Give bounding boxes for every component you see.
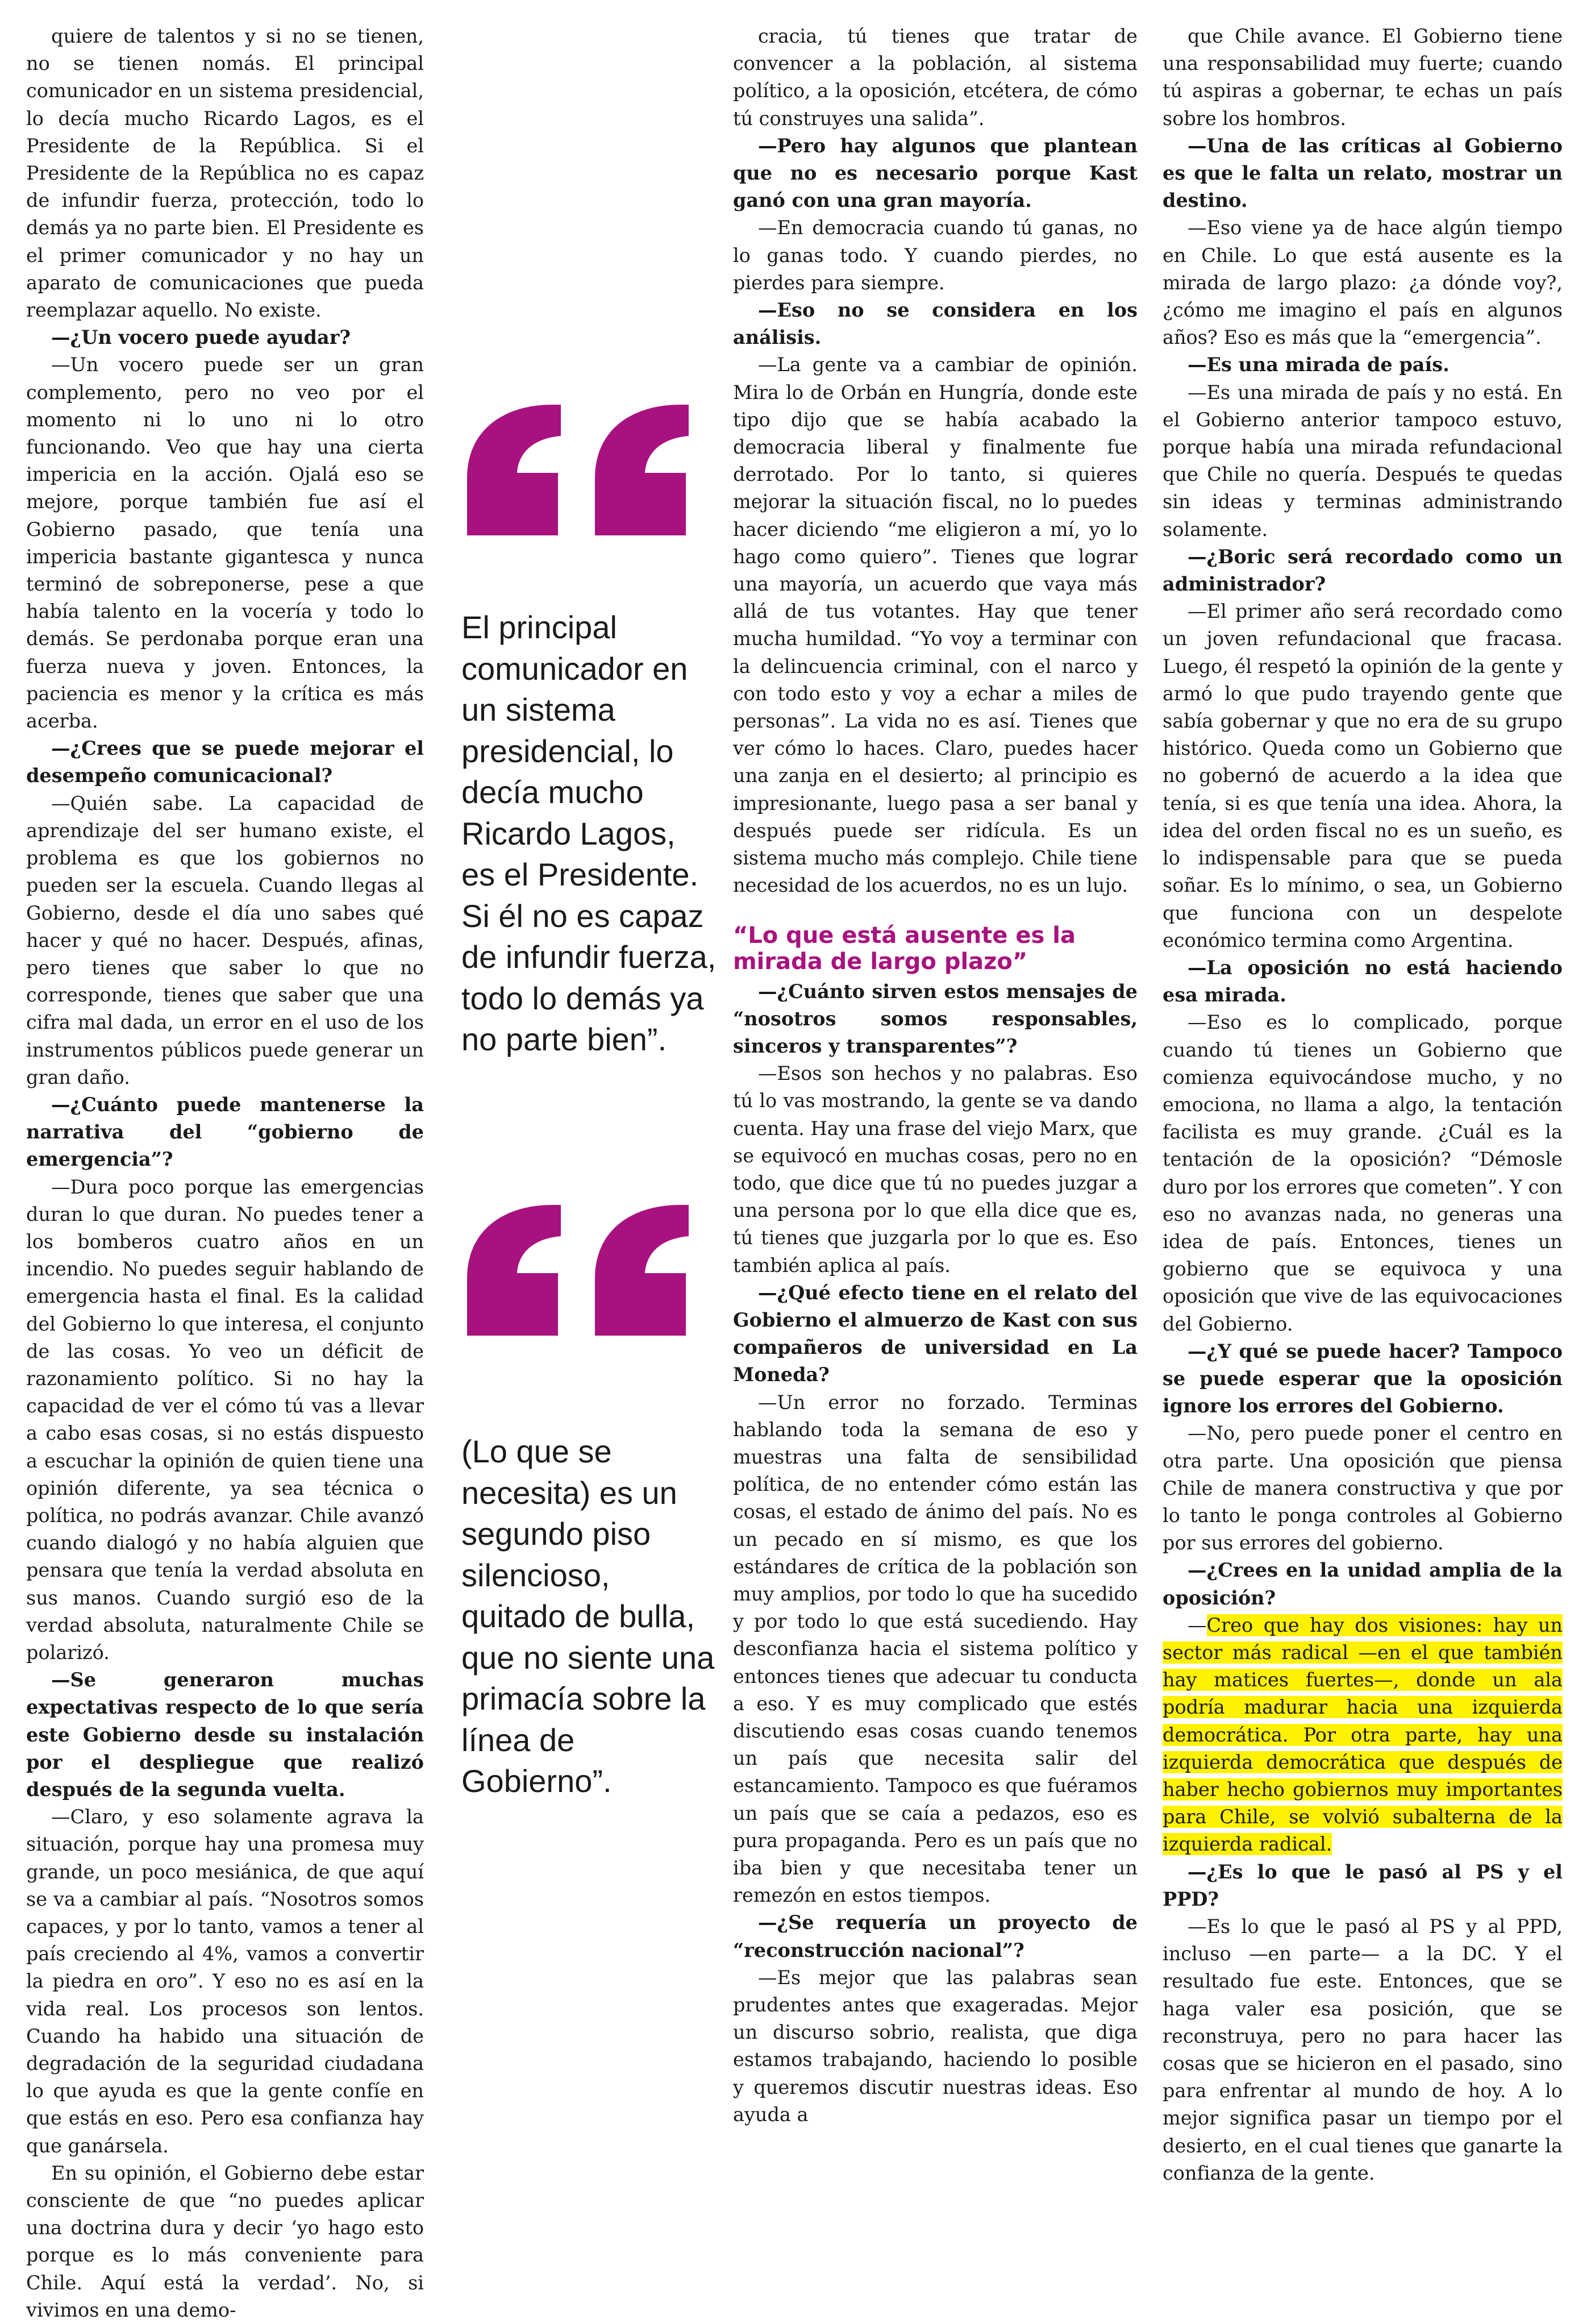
answer: — Esos son hechos y no palabras. Eso tú lo vas mostrando, la gente se va dando cuenta. Hay una frase del viejo Marx, que se equivocó en muchas cosas, pero no en todo, que dice que tú no puedes juzgar a una persona por lo que ella dice que es, tú tienes que juzgarla por lo que es. Eso también aplica al país. [733,1060,1138,1279]
question: — ¿Crees que se puede mejorar el desempeño comunicacional? [26,735,424,789]
answer: — Eso es lo complicado, porque cuando tú tienes un Gobierno que comienza equivocándose mucho, y no emociona, no llama a algo, la tentación facilista es muy grande. ¿Cuál es la tentación de la oposición? “Démosle duro por los errores que cometen”. Y con eso no avanzas nada, no generas una idea de país. Entonces, tienes un gobierno que se equivoca y una oposición que vive de las equivocaciones del Gobierno. [1163,1009,1563,1337]
answer-highlighted [1163,1612,1563,1859]
paragraph: En su opinión, el Gobierno debe estar consciente de que “no puedes aplicar una doctrina dura y decir ‘yo hago esto porque es lo más conveniente para Chile. Aquí está la verdad’. No, si vivimos en una demo- [26,2161,424,2321]
paragraph: quiere de talentos y si no se tienen, no se tienen nomás. El principal comunicador en un sistema presidencial, lo decía mucho Ricardo Lagos, es el Presidente de la República. Si el Presidente de la República no es capaz de infundir fuerza, protección, todo lo demás ya no parte bien. El Presidente es el primer comunicador y no hay un aparato de comunicaciones que pueda reemplazar aquello. No existe. [26,25,424,322]
question: — ¿Y qué se puede hacer? Tampoco se puede esperar que la oposición ignore los errores del Gobierno. [1163,1338,1563,1420]
question: — Una de las críticas al Gobierno es que le falta un relato, mostrar un destino. [1163,132,1563,215]
article-column-1 [26,23,424,2324]
article-column-4 [1163,23,1563,2187]
question: — Eso no se considera en los análisis. [733,297,1138,351]
answer: — Un error no forzado. Terminas hablando toda la semana de eso y muestras una falta de sensibilidad política, de no entender cómo están las cosas, el estado de ánimo del país. No es un pecado en sí mismo, es que los estándares de crítica de la población son muy amplios, por todo lo que ha sucedido y por todo lo que está sucediendo. Hay desconfianza hacia el sistema político y entonces tienes que adecuar tu conducta a eso. Y es muy complicado que estés discutiendo esas cosas cuando tenemos un país que necesita salir del estancamiento. Tampoco es que fuéramos un país que se caía a pedazos, eso es pura propaganda. Pero es un país que no iba bien y que necesitaba tener un remezón en estos tiempos. [733,1389,1138,1910]
highlighted-text: Creo que hay dos visiones: hay un sector más radical —en el que también hay matices fuertes—, donde un ala podría madurar hacia una izquierda democrática. Por otra parte, hay una izquierda democrática que después de haber hecho gobiernos muy importantes para Chile, se volvió subalterna de la izquierda radical. [1163,1614,1563,1856]
question: — ¿Crees en la unidad amplia de la oposición? [1163,1557,1563,1611]
question: — La oposición no está haciendo esa mirada. [1163,954,1563,1009]
answer: — La gente va a cambiar de opinión. Mira lo de Orbán en Hungría, donde este tipo dijo que se había acabado la democracia liberal y finalmente fue derrotado. Por lo tanto, si quieres mejorar la situación fiscal, no lo puedes hacer diciendo “me eligieron a mí, yo lo hago como quiero”. Tienes que lograr una mayoría, un acuerdo que vaya más allá de tus votantes. Hay que tener mucha humildad. “Yo voy a terminar con la delincuencia criminal, con el narco y con todo esto y voy a echar a miles de personas”. La vida no es así. Tienes que ver cómo lo haces. Claro, puedes hacer una zanja en el desierto; al principio es impresionante, luego pasa a ser banal y después puede ser ridícula. Es un sistema mucho más complejo. Chile tiene necesidad de los acuerdos, no es un lujo. [733,351,1138,899]
answer: — Claro, y eso solamente agrava la situación, porque hay una promesa muy grande, un poco mesiánica, de que aquí se va a cambiar al país. “Nosotros somos capaces, y por lo tanto, vamos a tener al país creciendo al 4%, vamos a convertir la piedra en oro”. Y eso no es así en la vida real. Los procesos son lentos. Cuando ha habido una situación de degradación de la seguridad ciudadana lo que ayuda es que la gente confíe en que estás en eso. Pero esa confianza hay que ganársela. [26,1803,424,2160]
quote-mark-icon [461,405,711,541]
answer: — Es una mirada de país y no está. En el Gobierno anterior tampoco estuvo, porque había una mirada refundacional que Chile no quería. Después te quedas sin ideas y terminas administrando solamente. [1163,379,1563,543]
answer: — Eso viene ya de hace algún tiempo en Chile. Lo que está ausente es la mirada de largo plazo: ¿a dónde voy?, ¿cómo me imagino el país en algunos años? Eso es más que la “emergencia”. [1163,214,1563,351]
question: — ¿Cuánto sirven estos mensajes de “nosotros somos responsables, sinceros y transparentes”? [733,978,1138,1061]
answer: — Es lo que le pasó al PS y al PPD, incluso —en parte— a la DC. Y el resultado fue este. Entonces, que se haga valer esa posición, que se reconstruya, pero no para hacer las cosas que se hicieron en el pasado, sino para enfrentar al mundo de hoy. A lo mejor significa pasar un tiempo por el desierto, en el cual tienes que ganarte la confianza de la gente. [1163,1913,1563,2187]
answer: — En democracia cuando tú ganas, no lo ganas todo. Y cuando pierdes, no pierdes para siempre. [733,214,1138,297]
answer: — El primer año será recordado como un joven refundacional que fracasa. Luego, él respetó la opinión de la gente y armó lo que pudo trayendo gente que sabía gobernar y que no era de su grupo histórico. Queda como un Gobierno que no gobernó de acuerdo a la idea que tenía, si es que tenía una idea. Ahora, la idea del orden fiscal no es un sueño, es lo indispensable para que se pueda soñar. Es lo mínimo, o sea, un Gobierno que funciona con un despelote económico termina como Argentina. [1163,598,1563,954]
answer: — Quién sabe. La capacidad de aprendizaje del ser humano existe, el problema es que los gobiernos no pueden ser la escuela. Cuando llegas al Gobierno, desde el día uno sabes qué hacer y qué no hacer. Después, afinas, pero tienes que saber lo que no corresponde, tienes que saber que una cifra mal dada, un error en el uso de los instrumentos públicos puede generar un gran daño. [26,790,424,1091]
question: — ¿Se requería un proyecto de “reconstrucción nacional”? [733,1909,1138,1964]
question: — Es una mirada de país. [1163,351,1563,379]
paragraph: cracia, tú tienes que tratar de convencer a la población, al sistema político, a la oposición, etcétera, de cómo tú construyes una salida”. [733,25,1138,130]
subheading: “Lo que está ausente es la mirada de largo plazo” [733,922,1076,975]
answer: — Un vocero puede ser un gran complemento, pero no veo por el momento ni lo uno ni lo otro funcionando. Veo que hay una cierta impericia en la acción. Ojalá eso se mejore, porque también fue así el Gobierno pasado, que tenía una impericia bastante gigantesca y nunca terminó de sobreponerse, pese a que había talento en la vocería y todo lo demás. Se perdonaba porque eran una fuerza nueva y joven. Entonces, la paciencia es menor y la crítica es más acerba. [26,351,424,735]
article-column-3 [733,23,1138,2128]
question: — ¿Qué efecto tiene en el relato del Gobierno el almuerzo de Kast con sus compañeros de universidad en La Moneda? [733,1279,1138,1389]
paragraph: que Chile avance. El Gobierno tiene una responsabilidad muy fuerte; cuando tú aspiras a gobernar, te echas un país sobre los hombros. [1163,25,1563,130]
pull-quote-1: El principal comunicador en un sistema presidencial, lo decía mucho Ricardo Lagos, es el Presidente. Si él no es capaz de infundir fuerza, todo lo demás ya no parte bien”. [461,609,717,1057]
question: — ¿Boric será recordado como un administrador? [1163,543,1563,598]
answer: — No, pero puede poner el centro en otra parte. Una oposición que piensa Chile de manera constructiva y que por lo tanto le ponga controles al Gobierno por sus errores del gobierno. [1163,1420,1563,1557]
question: — ¿Es lo que le pasó al PS y el PPD? [1163,1859,1563,1913]
answer: — Dura poco porque las emergencias duran lo que duran. No puedes tener a los bomberos cuatro años en un incendio. No puedes seguir hablando de emergencia hasta el final. Es la calidad del Gobierno lo que interesa, el conjunto de las cosas. Yo veo un déficit de razonamiento político. Si no hay la capacidad de ver el cómo tú vas a llevar a cabo esas cosas, si no estás dispuesto a escuchar la opinión de quien tiene una opinión diferente, ya sea técnica o política, no podrás avanzar. Chile avanzó cuando dialogó y no había alguien que pensara que tenía la verdad absoluta en sus manos. Cuando surgió eso de la verdad absoluta, naturalmente Chile se polarizó. [26,1174,424,1667]
question: — Se generaron muchas expectativas respecto de lo que sería este Gobierno desde su instalación por el despliegue que realizó después de la segunda vuelta. [26,1666,424,1803]
answer: — Es mejor que las palabras sean prudentes antes que exageradas. Mejor un discurso sobrio, realista, que diga estamos trabajando, haciendo lo posible y queremos discutir nuestras ideas. Eso ayuda a [733,1964,1138,2128]
question: — Pero hay algunos que plantean que no es necesario porque Kast ganó con una gran mayoría. [733,132,1138,215]
pull-quote-2: (Lo que se necesita) es un segundo piso silencioso, quitado de bulla, que no siente una primacía sobre la línea de Gobierno”. [461,1433,715,1799]
quote-mark-icon [461,1205,711,1341]
question: — ¿Un vocero puede ayudar? [26,324,424,351]
question: — ¿Cuánto puede mantenerse la narrativa del “gobierno de emergencia”? [26,1091,424,1174]
